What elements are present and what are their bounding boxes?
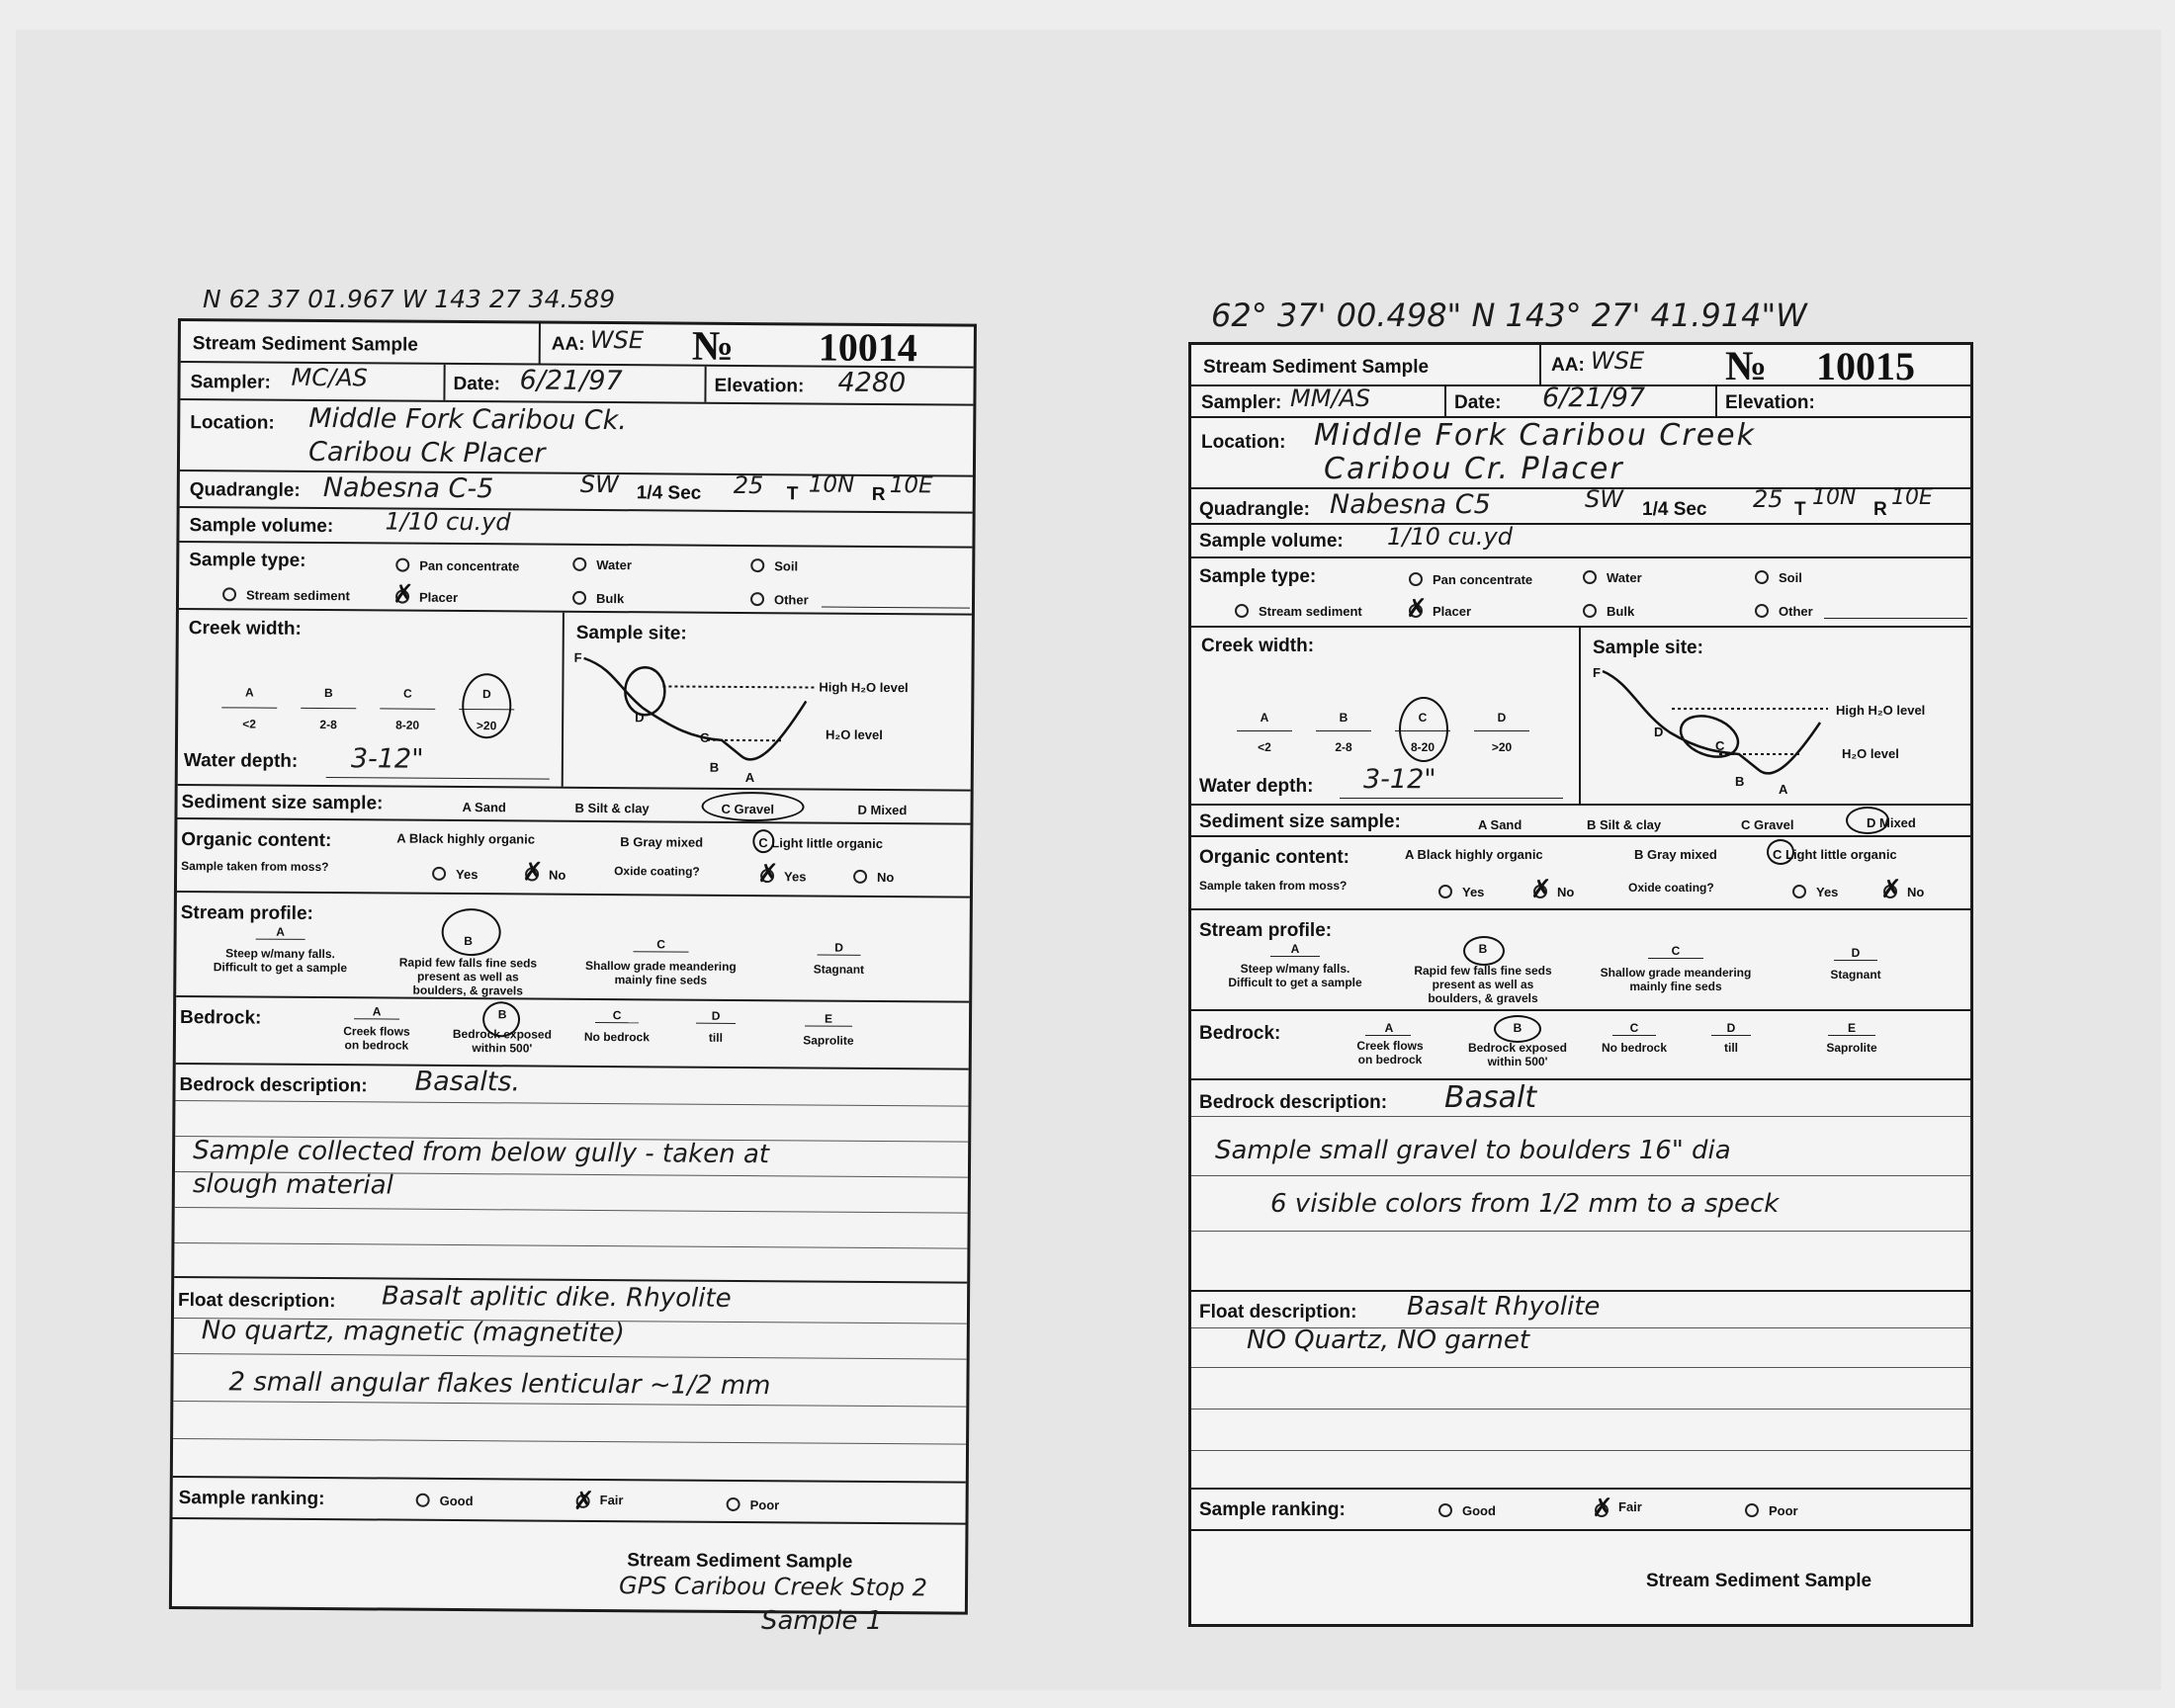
header-row xyxy=(181,321,974,369)
float-description-row xyxy=(1191,1292,1970,1490)
profile-text-d: Stagnant xyxy=(1830,968,1881,982)
t-value[interactable]: 10N xyxy=(1812,485,1857,510)
radio-bulk[interactable] xyxy=(1583,604,1597,618)
creek-width-label: Creek width: xyxy=(1201,636,1315,656)
width-value-a: <2 xyxy=(242,717,257,731)
date-label: Date: xyxy=(1454,392,1502,413)
location-line-2[interactable]: Caribou Ck Placer xyxy=(307,436,546,470)
option-placer: Placer xyxy=(418,589,459,605)
ranking-poor-radio[interactable] xyxy=(1745,1503,1759,1517)
sediment-b: B Silt & clay xyxy=(574,800,650,816)
site-high-water: High H₂O level xyxy=(1836,703,1926,718)
bedrock-text-b: Bedrock exposed within 500' xyxy=(1467,1041,1568,1068)
volume-value[interactable]: 1/10 cu.yd xyxy=(1387,523,1513,551)
sample-type-label: Sample type: xyxy=(189,550,306,571)
bedrock-letter-c: C xyxy=(1629,1021,1639,1035)
bedrock-letter-a: A xyxy=(1384,1021,1394,1035)
bedrock-desc-value[interactable]: Basalts. xyxy=(414,1066,521,1098)
sediment-selected-circle xyxy=(701,792,804,822)
moss-no-check: ✗ xyxy=(521,857,544,888)
bedrock-selected-circle xyxy=(1494,1015,1541,1043)
stream-profile-label: Stream profile: xyxy=(1199,920,1333,941)
option-bulk: Bulk xyxy=(1607,604,1635,619)
bedrock-desc-label: Bedrock description: xyxy=(1199,1092,1388,1113)
sample-site-diagram xyxy=(1581,663,1976,802)
radio-water[interactable] xyxy=(1583,570,1597,584)
width-value-d: >20 xyxy=(1491,740,1513,754)
header-row xyxy=(1191,344,1970,389)
bedrock-text-c: No bedrock xyxy=(1601,1041,1667,1055)
width-selected-circle xyxy=(1399,697,1448,762)
organic-selected-circle xyxy=(1767,839,1794,865)
ranking-good: Good xyxy=(439,1493,474,1509)
organic-a: A Black highly organic xyxy=(396,830,536,847)
profile-letter-a: A xyxy=(276,924,286,939)
width-value-b: 2-8 xyxy=(319,718,337,732)
profile-letter-c: C xyxy=(656,937,665,952)
placer-check-mark: ✗ xyxy=(392,579,414,610)
r-label: R xyxy=(871,483,886,505)
elevation-value[interactable]: 4280 xyxy=(837,367,907,399)
width-letter-c: C xyxy=(402,686,412,701)
bedrock-text-d: till xyxy=(708,1030,723,1045)
option-bulk: Bulk xyxy=(595,590,625,607)
oxide-yes-check: ✗ xyxy=(756,859,779,890)
profile-letter-a: A xyxy=(1290,942,1300,956)
sediment-row xyxy=(177,786,970,825)
location-label: Location: xyxy=(190,412,275,434)
placer-check-mark: ✗ xyxy=(1406,594,1428,624)
organic-selected-circle xyxy=(752,829,774,853)
profile-letter-d: D xyxy=(1851,946,1861,960)
ranking-good: Good xyxy=(1462,1503,1496,1518)
option-stream-sediment: Stream sediment xyxy=(245,587,350,604)
float-line-1[interactable]: Basalt Rhyolite xyxy=(1407,1292,1601,1322)
site-a: A xyxy=(744,770,755,786)
location-label: Location: xyxy=(1201,432,1286,453)
float-line-2[interactable]: No quartz, magnetic (magnetite) xyxy=(201,1316,625,1349)
width-letter-a: A xyxy=(244,685,254,700)
t-label: T xyxy=(1794,499,1806,520)
width-letter-b: B xyxy=(323,686,333,701)
site-d: D xyxy=(635,710,645,726)
width-value-c: 8-20 xyxy=(395,718,420,732)
organic-c: C Light little organic xyxy=(758,835,884,851)
bedrock-text-a: Creek flows on bedrock xyxy=(343,1024,410,1053)
footer-title: Stream Sediment Sample xyxy=(627,1550,853,1573)
moss-yes: Yes xyxy=(1462,885,1485,899)
moss-label: Sample taken from moss? xyxy=(181,859,329,875)
sample-form xyxy=(169,318,977,1615)
bedrock-letter-d: D xyxy=(711,1008,721,1023)
notes-line-2[interactable]: 6 visible colors from 1/2 mm to a speck xyxy=(1270,1189,1780,1219)
location-line-1[interactable]: Middle Fork Caribou Ck. xyxy=(308,402,627,437)
sediment-c: C Gravel xyxy=(721,801,775,817)
option-soil: Soil xyxy=(1779,570,1802,585)
bedrock-description-row xyxy=(1191,1080,1970,1292)
aa-value[interactable]: WSE xyxy=(1591,347,1645,375)
sediment-d: D Mixed xyxy=(857,802,908,818)
water-depth-label: Water depth: xyxy=(183,750,299,772)
number-sign: № xyxy=(691,323,735,370)
bedrock-desc-value[interactable]: Basalt xyxy=(1444,1080,1537,1115)
water-depth-label: Water depth: xyxy=(1199,776,1314,797)
quadrangle-value[interactable]: Nabesna C-5 xyxy=(322,472,494,505)
ranking-fair-check: ✗ xyxy=(572,1486,595,1516)
date-label: Date: xyxy=(453,373,501,395)
site-water-level: H₂O level xyxy=(1842,746,1899,761)
radio-other[interactable] xyxy=(1755,604,1769,618)
location-line-1[interactable]: Middle Fork Caribou Creek xyxy=(1314,418,1757,453)
bedrock-letter-e: E xyxy=(825,1011,833,1026)
quarter-value[interactable]: SW xyxy=(579,470,619,499)
sediment-label: Sediment size sample: xyxy=(1199,811,1401,832)
sample-number: 10014 xyxy=(818,324,917,371)
organic-c: C Light little organic xyxy=(1773,847,1897,862)
sample-type-row xyxy=(179,543,972,616)
radio-pan[interactable] xyxy=(395,558,409,572)
ranking-good-radio[interactable] xyxy=(416,1494,430,1507)
option-stream-sediment: Stream sediment xyxy=(1259,604,1362,619)
organic-row xyxy=(1191,837,1970,910)
water-depth-value[interactable]: 3-12" xyxy=(1363,764,1436,795)
radio-other[interactable] xyxy=(750,592,764,606)
ranking-fair-check: ✗ xyxy=(1592,1494,1613,1523)
width-letter-b: B xyxy=(1339,711,1348,725)
aa-label: AA: xyxy=(551,333,585,355)
top-coordinate-note: 62° 37' 00.498" N 143° 27' 41.914"W xyxy=(1211,297,1807,334)
notes-line-2[interactable]: slough material xyxy=(192,1169,393,1201)
bedrock-letter-b: B xyxy=(1513,1021,1522,1035)
site-f: F xyxy=(1593,665,1601,680)
profile-text-a: Steep w/many falls. Difficult to get a sample xyxy=(213,946,348,976)
oxide-label: Oxide coating? xyxy=(1628,881,1714,895)
ranking-poor-radio[interactable] xyxy=(727,1497,740,1511)
sample-type-label: Sample type: xyxy=(1199,566,1317,587)
ranking-poor: Poor xyxy=(1769,1503,1798,1518)
bedrock-text-e: Saprolite xyxy=(803,1033,854,1048)
sampler-value[interactable]: MC/AS xyxy=(291,363,368,392)
option-other: Other xyxy=(773,592,809,608)
quarter-value[interactable]: SW xyxy=(1585,485,1623,513)
bedrock-letter-c: C xyxy=(612,1008,622,1023)
profile-text-d: Stagnant xyxy=(813,962,865,977)
stream-profile-label: Stream profile: xyxy=(180,902,313,924)
organic-row xyxy=(177,819,970,898)
moss-label: Sample taken from moss? xyxy=(1199,879,1348,893)
volume-value[interactable]: 1/10 cu.yd xyxy=(385,507,511,537)
bedrock-letter-d: D xyxy=(1726,1021,1736,1035)
organic-b: B Gray mixed xyxy=(1634,847,1717,862)
sec-value[interactable]: 25 xyxy=(733,470,764,500)
profile-text-a: Steep w/many falls. Difficult to get a sample xyxy=(1228,962,1362,989)
sec-value[interactable]: 25 xyxy=(1753,485,1784,513)
profile-letter-b: B xyxy=(1478,942,1488,956)
bedrock-text-b: Bedrock exposed within 500' xyxy=(452,1026,553,1056)
sediment-a: A Sand xyxy=(462,800,506,815)
bedrock-text-e: Saprolite xyxy=(1826,1041,1877,1055)
oxide-no-check: ✗ xyxy=(1880,875,1902,904)
quadrangle-label: Quadrangle: xyxy=(1199,499,1310,520)
sampler-value[interactable]: MM/AS xyxy=(1290,384,1371,412)
oxide-no-radio[interactable] xyxy=(853,870,867,884)
bedrock-letter-a: A xyxy=(372,1004,382,1019)
site-high-water: High H₂O level xyxy=(819,679,909,696)
quadrangle-label: Quadrangle: xyxy=(189,479,301,501)
radio-bulk[interactable] xyxy=(572,591,586,605)
profile-selected-circle xyxy=(1463,936,1505,966)
aa-label: AA: xyxy=(1551,355,1585,376)
width-value-a: <2 xyxy=(1258,740,1271,754)
option-water: Water xyxy=(1607,570,1642,585)
creek-width-label: Creek width: xyxy=(188,618,302,640)
number-sign: № xyxy=(1725,344,1768,389)
moss-no: No xyxy=(1557,885,1575,899)
profile-letter-c: C xyxy=(1671,944,1681,958)
sediment-row xyxy=(1191,806,1970,837)
profile-text-b: Rapid few falls fine seds present as well as boulders, & gravels xyxy=(1414,964,1552,1005)
creek-site-row xyxy=(1191,628,1970,806)
sediment-c: C Gravel xyxy=(1741,817,1794,832)
width-letter-d: D xyxy=(481,687,491,702)
oxide-yes: Yes xyxy=(1816,885,1839,899)
profile-text-c: Shallow grade meandering mainly fine seds xyxy=(1600,966,1752,993)
bedrock-row xyxy=(176,997,969,1070)
site-b: B xyxy=(709,759,720,775)
site-c: C xyxy=(699,729,710,745)
width-value-b: 2-8 xyxy=(1335,740,1352,754)
bedrock-row xyxy=(1191,1011,1970,1080)
moss-no: No xyxy=(549,867,566,883)
sample-form xyxy=(1188,342,1973,1627)
quadrangle-value[interactable]: Nabesna C5 xyxy=(1330,489,1491,520)
stream-profile-row xyxy=(176,893,970,1003)
ranking-label: Sample ranking: xyxy=(178,1488,325,1510)
aa-value[interactable]: WSE xyxy=(589,325,645,355)
ranking-label: Sample ranking: xyxy=(1199,1499,1346,1520)
date-value[interactable]: 6/21/97 xyxy=(519,365,623,397)
option-pan: Pan concentrate xyxy=(1433,572,1533,587)
radio-water[interactable] xyxy=(572,557,586,571)
option-pan: Pan concentrate xyxy=(419,557,520,574)
volume-label: Sample volume: xyxy=(1199,531,1344,552)
stream-profile-row xyxy=(1191,910,1970,1011)
t-label: T xyxy=(786,483,799,505)
width-letter-d: D xyxy=(1497,711,1507,725)
sample-type-row xyxy=(1191,558,1970,628)
footer-handwriting-2: Sample 1 xyxy=(761,1606,883,1636)
option-water: Water xyxy=(596,556,632,573)
quadrangle-row xyxy=(1191,485,1970,525)
ranking-row xyxy=(1191,1490,1970,1531)
bedrock-desc-label: Bedrock description: xyxy=(179,1074,368,1097)
footer-title: Stream Sediment Sample xyxy=(1646,1571,1872,1591)
water-depth-value[interactable]: 3-12" xyxy=(350,743,424,775)
width-letter-a: A xyxy=(1260,711,1269,725)
sampler-row xyxy=(180,363,973,406)
date-value[interactable]: 6/21/97 xyxy=(1542,383,1646,413)
organic-b: B Gray mixed xyxy=(620,834,704,850)
sample-site-diagram xyxy=(564,648,970,790)
r-value[interactable]: 10E xyxy=(1891,485,1933,510)
width-letter-c: C xyxy=(1418,711,1428,725)
sample-site-label: Sample site: xyxy=(575,622,687,644)
sample-number: 10015 xyxy=(1816,344,1915,388)
form-title: Stream Sediment Sample xyxy=(1203,357,1430,378)
bedrock-label: Bedrock: xyxy=(1199,1023,1281,1044)
t-value[interactable]: 10N xyxy=(808,471,855,498)
bedrock-label: Bedrock: xyxy=(179,1007,262,1029)
site-d: D xyxy=(1654,725,1664,739)
site-f: F xyxy=(573,649,582,665)
moss-yes-radio[interactable] xyxy=(432,867,446,881)
notes-line-1[interactable]: Sample small gravel to boulders 16" dia xyxy=(1215,1136,1731,1165)
site-water-level: H₂O level xyxy=(826,726,883,742)
bedrock-letter-e: E xyxy=(1847,1021,1856,1035)
width-selected-circle xyxy=(462,673,511,738)
float-line-3[interactable]: 2 small angular flakes lenticular ~1/2 mm xyxy=(228,1367,771,1402)
r-value[interactable]: 10E xyxy=(889,472,933,499)
sediment-b: B Silt & clay xyxy=(1587,817,1662,832)
moss-no-check: ✗ xyxy=(1530,875,1552,904)
bedrock-description-row xyxy=(174,1065,968,1284)
footer-handwriting-1: GPS Caribou Creek Stop 2 xyxy=(618,1572,927,1602)
volume-label: Sample volume: xyxy=(189,515,334,538)
option-soil: Soil xyxy=(774,558,799,574)
bedrock-letter-b: B xyxy=(497,1007,507,1022)
sediment-d: D Mixed xyxy=(1867,815,1916,830)
radio-stream-sediment[interactable] xyxy=(1235,604,1249,618)
option-placer: Placer xyxy=(1433,604,1472,619)
quadrangle-row xyxy=(180,471,973,514)
sediment-selected-circle xyxy=(1846,807,1889,834)
radio-soil[interactable] xyxy=(750,558,764,572)
ranking-good-radio[interactable] xyxy=(1438,1503,1452,1517)
oxide-yes: Yes xyxy=(784,869,807,885)
ranking-fair: Fair xyxy=(599,1493,624,1508)
profile-selected-circle xyxy=(442,908,501,956)
sampler-row xyxy=(1191,383,1970,418)
volume-row xyxy=(179,508,972,549)
notes-line-1[interactable]: Sample collected from below gully - taken at xyxy=(193,1136,770,1170)
profile-letter-b: B xyxy=(464,934,473,949)
moss-yes: Yes xyxy=(456,866,478,883)
profile-text-b: Rapid few falls fine seds present as well as boulders, & gravels xyxy=(398,955,538,998)
volume-row xyxy=(1191,525,1970,558)
site-a: A xyxy=(1779,782,1788,797)
float-label: Float description: xyxy=(1199,1302,1357,1323)
organic-label: Organic content: xyxy=(181,829,332,852)
oxide-yes-radio[interactable] xyxy=(1792,885,1806,898)
bedrock-text-c: No bedrock xyxy=(583,1029,650,1045)
oxide-no: No xyxy=(1907,885,1925,899)
oxide-label: Oxide coating? xyxy=(614,864,700,879)
radio-soil[interactable] xyxy=(1755,570,1769,584)
float-line-2[interactable]: NO Quartz, NO garnet xyxy=(1247,1325,1530,1355)
moss-yes-radio[interactable] xyxy=(1438,885,1452,898)
sediment-a: A Sand xyxy=(1478,817,1522,832)
ranking-fair: Fair xyxy=(1618,1499,1642,1514)
organic-label: Organic content: xyxy=(1199,847,1350,868)
width-value-d: >20 xyxy=(476,719,497,733)
sampler-label: Sampler: xyxy=(1201,392,1282,413)
location-row xyxy=(180,400,973,477)
quarter-sec-label: 1/4 Sec xyxy=(636,482,702,504)
bedrock-text-d: till xyxy=(1724,1041,1738,1055)
elevation-label: Elevation: xyxy=(1725,392,1815,413)
ranking-poor: Poor xyxy=(749,1497,780,1513)
location-line-2[interactable]: Caribou Cr. Placer xyxy=(1324,452,1624,486)
sample-site-label: Sample site: xyxy=(1593,638,1703,658)
quarter-sec-label: 1/4 Sec xyxy=(1642,499,1707,520)
site-b: B xyxy=(1735,774,1745,789)
float-label: Float description: xyxy=(177,1290,336,1313)
location-row xyxy=(1191,418,1970,489)
profile-text-c: Shallow grade meandering mainly fine seds xyxy=(585,958,737,987)
top-coordinate-note: N 62 37 01.967 W 143 27 34.589 xyxy=(203,285,616,313)
radio-pan[interactable] xyxy=(1409,572,1423,586)
sediment-label: Sediment size sample: xyxy=(181,792,384,814)
ranking-row xyxy=(173,1478,966,1525)
site-c: C xyxy=(1715,738,1725,753)
width-value-c: 8-20 xyxy=(1410,740,1436,754)
option-other: Other xyxy=(1779,604,1813,619)
float-description-row xyxy=(173,1278,967,1484)
elevation-label: Elevation: xyxy=(714,375,805,397)
r-label: R xyxy=(1873,499,1887,520)
bedrock-text-a: Creek flows on bedrock xyxy=(1356,1039,1424,1067)
form-title: Stream Sediment Sample xyxy=(192,333,418,356)
creek-site-row xyxy=(178,610,972,792)
sampler-label: Sampler: xyxy=(190,372,271,393)
organic-a: A Black highly organic xyxy=(1405,847,1543,862)
oxide-no: No xyxy=(877,869,895,886)
profile-letter-d: D xyxy=(834,940,843,955)
radio-stream-sediment[interactable] xyxy=(222,587,236,601)
float-line-1[interactable]: Basalt aplitic dike. Rhyolite xyxy=(381,1281,732,1314)
